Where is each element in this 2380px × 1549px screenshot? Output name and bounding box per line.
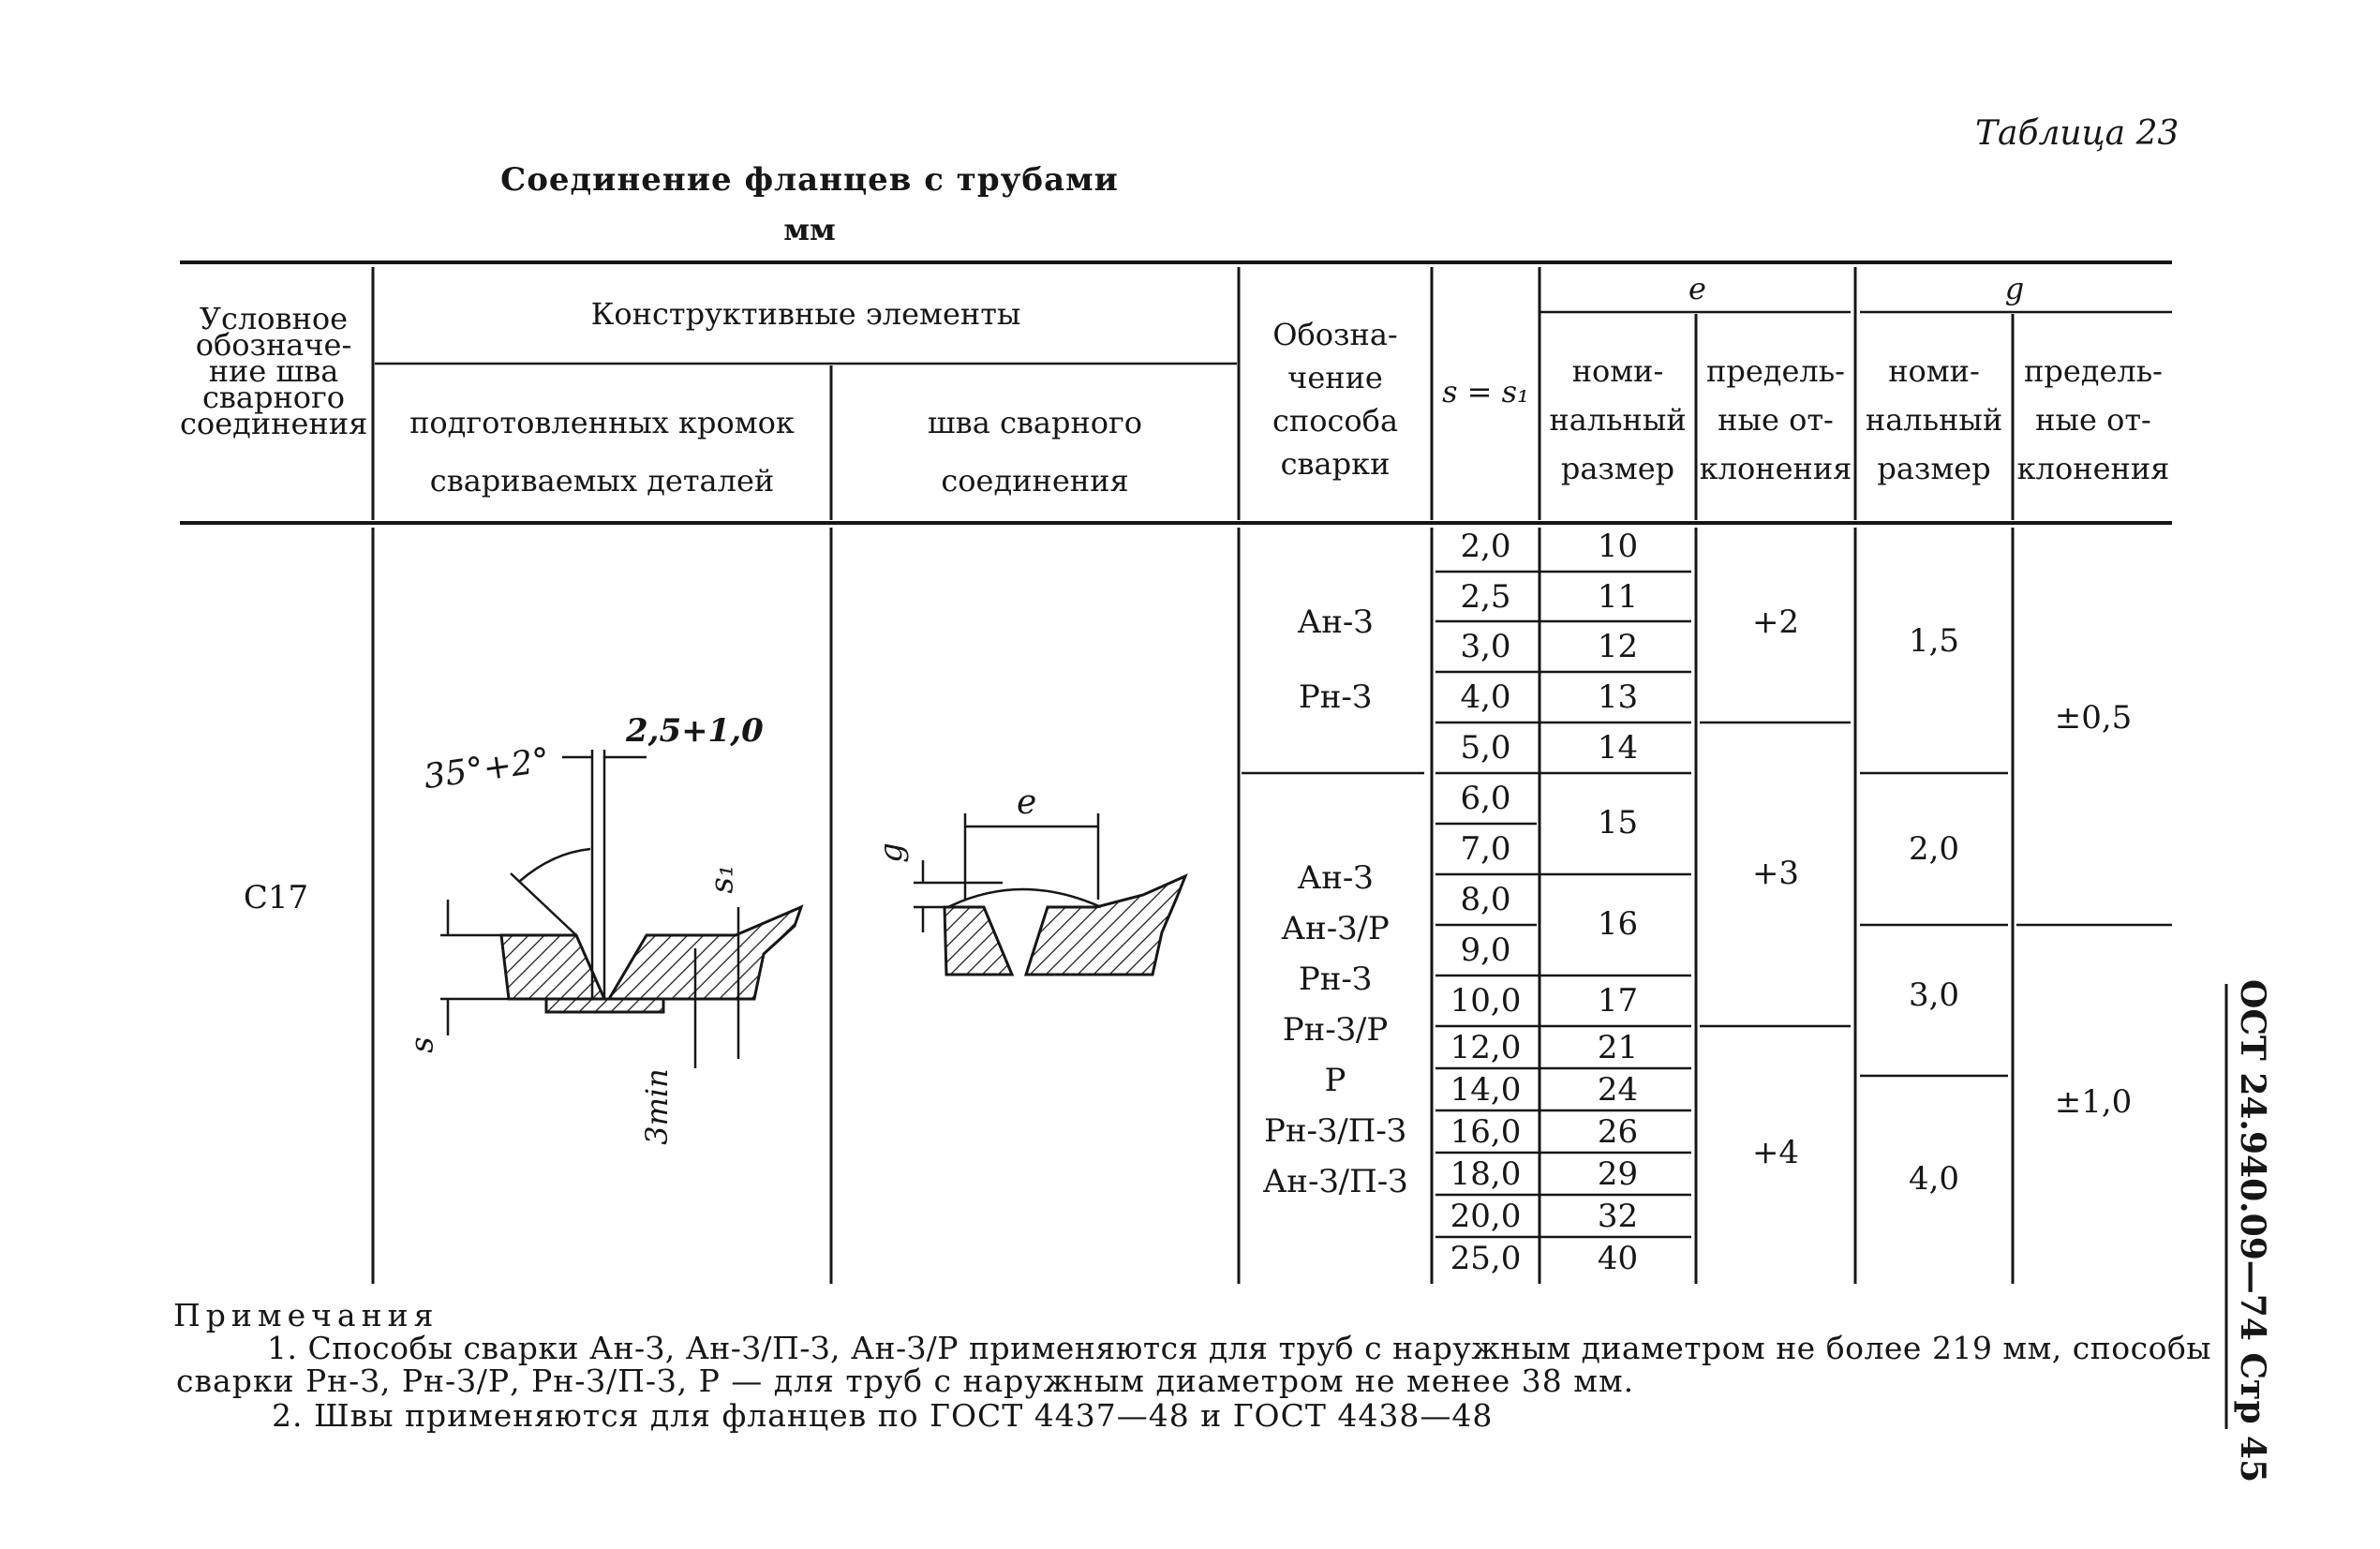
s-value: 4,0	[1460, 678, 1511, 716]
table-label: Таблица 23	[1975, 114, 2179, 153]
s1-label: s₁	[703, 864, 741, 894]
e-nominal-value: 14	[1597, 729, 1639, 767]
s-value: 2,5	[1460, 578, 1511, 616]
g-nominal-value: 2,0	[1908, 830, 1960, 868]
header-s-s1: s = s₁	[1442, 374, 1529, 410]
method-group-2: Ан-З Ан-З/Р Рн-З Рн-З/Р Р Рн-З/П-З Ан-З/П-З	[1262, 859, 1408, 1200]
units-label: мм	[783, 212, 836, 247]
e-nominal-value: 21	[1597, 1029, 1639, 1066]
g-deviation-value: ±1,0	[2054, 1083, 2133, 1121]
s-value: 8,0	[1460, 881, 1511, 918]
e-deviation-value: +3	[1751, 855, 1800, 892]
header-welding-method: Обозна- чение способа сварки	[1272, 317, 1399, 482]
e-nominal-value: 29	[1597, 1155, 1639, 1193]
header-e: e	[1688, 271, 1706, 306]
e-nominal-value: 17	[1597, 982, 1639, 1020]
header-weld-seam: шва сварного соединения	[927, 405, 1143, 499]
e-nominal-value: 24	[1597, 1071, 1639, 1109]
g-dimension-label: g	[871, 842, 910, 863]
s-label: s	[403, 1036, 441, 1053]
e-nominal-value: 26	[1597, 1113, 1639, 1151]
header-prepared-edges: подготовленных кромок свариваемых деталей	[409, 405, 795, 499]
s-value: 6,0	[1460, 780, 1511, 817]
s-value: 20,0	[1450, 1198, 1522, 1235]
s-value: 7,0	[1460, 830, 1511, 868]
min-gap-label: 3min	[638, 1068, 675, 1145]
prepared-edges-dimensions	[440, 750, 738, 1068]
s-value: 5,0	[1460, 729, 1511, 767]
note-2: 2. Швы применяются для фланцев по ГОСТ 4437—48 и ГОСТ 4438—48	[272, 1397, 1494, 1434]
header-e-deviation: предель- ные от- клонения	[1699, 353, 1852, 486]
header-structural-elements: Конструктивные элементы	[590, 296, 1021, 332]
side-document-code: ОСТ 24.940.09—74 Стр 45	[2233, 979, 2272, 1483]
header-g-deviation: предель- ные от- клонения	[2016, 353, 2170, 486]
s-value: 3,0	[1460, 628, 1511, 665]
e-nominal-value: 11	[1597, 578, 1639, 616]
e-deviation-value: +2	[1751, 603, 1800, 641]
g-nominal-value: 4,0	[1908, 1160, 1960, 1198]
s-value: 16,0	[1450, 1113, 1522, 1151]
e-nominal-value: 32	[1597, 1198, 1639, 1235]
method-group-1: Ан-З Рн-З	[1297, 603, 1374, 716]
e-nominal-value: 15	[1597, 804, 1639, 842]
s-value: 9,0	[1460, 931, 1511, 969]
s-value: 14,0	[1450, 1071, 1522, 1109]
weld-seam-drawing	[945, 876, 1185, 975]
header-designation: Условное обозначе- ние шва сварного соединения	[180, 301, 368, 441]
e-nominal-value: 16	[1597, 905, 1639, 943]
e-deviation-value: +4	[1751, 1134, 1800, 1171]
s-value: 25,0	[1450, 1240, 1522, 1277]
header-g: g	[2004, 271, 2025, 306]
e-nominal-value: 12	[1597, 628, 1639, 665]
s-value: 10,0	[1450, 982, 1522, 1020]
g-nominal-value: 1,5	[1908, 622, 1960, 660]
gap-label: 2,5+1,0	[626, 712, 764, 750]
page-title: Соединение фланцев с трубами	[500, 161, 1119, 199]
s-value: 12,0	[1450, 1029, 1522, 1066]
weld-designation: С17	[243, 879, 309, 916]
g-nominal-value: 3,0	[1908, 976, 1960, 1014]
angle-label: 35°+2°	[421, 740, 553, 797]
note-1-line-1: 1. Способы сварки Ан-З, Ан-З/П-З, Ан-З/Р применяются для труб с наружным диаметром не более 219 мм, способы	[267, 1330, 2212, 1366]
e-nominal-value: 13	[1597, 678, 1639, 716]
e-nominal-value: 40	[1597, 1240, 1639, 1277]
prepared-edges-drawing	[501, 907, 801, 1012]
g-deviation-value: ±0,5	[2054, 699, 2133, 737]
s-value: 2,0	[1460, 528, 1511, 565]
s-value: 18,0	[1450, 1155, 1522, 1193]
e-nominal-value: 10	[1597, 528, 1639, 565]
note-1-line-2: сварки Рн-З, Рн-З/Р, Рн-З/П-З, Р — для труб с наружным диаметром не менее 38 мм.	[176, 1363, 1635, 1399]
header-e-nominal: номи- нальный размер	[1549, 353, 1687, 486]
e-dimension-label: e	[1017, 783, 1037, 822]
notes-heading: Примечания	[173, 1297, 439, 1333]
header-g-nominal: номи- нальный размер	[1865, 353, 2003, 486]
